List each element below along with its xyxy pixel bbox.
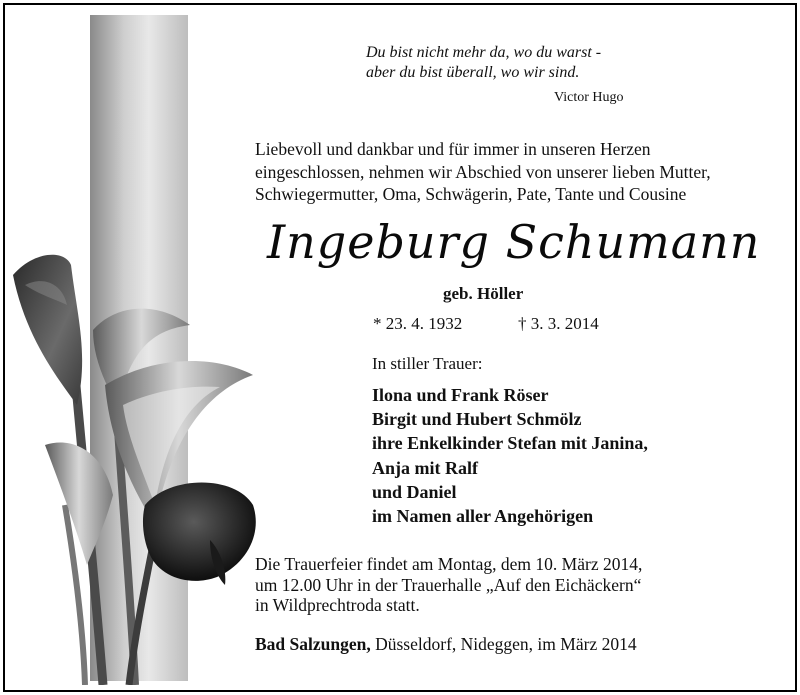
funeral-line: in Wildprechtroda statt. — [255, 595, 420, 615]
death-date: † 3. 3. 2014 — [518, 314, 599, 333]
quote-text — [366, 43, 601, 83]
mourner-line: Ilona und Frank Röser — [372, 385, 549, 405]
quote-author: Victor Hugo — [554, 90, 624, 105]
mourner-line: Birgit und Hubert Schmölz — [372, 409, 582, 430]
intro-line: eingeschlossen, nehmen wir Abschied von unserer lieben Mutter, — [255, 161, 711, 182]
birth-name: geb. Höller — [443, 284, 524, 303]
mourning-label: In stiller Trauer: — [372, 354, 483, 373]
funeral-info — [255, 554, 642, 616]
intro-text — [255, 138, 711, 206]
mourner-line: und Daniel — [372, 481, 457, 502]
closing-places — [255, 634, 637, 655]
funeral-line: Die Trauerfeier findet am Montag, dem 10. März 2014, — [255, 554, 643, 574]
calla-lily-icon — [5, 205, 275, 685]
mourners-list — [372, 383, 648, 528]
closing-place-main: Bad Salzungen, — [255, 634, 371, 654]
closing-place-rest: Düsseldorf, Nideggen, im März 2014 — [370, 634, 637, 654]
mourner-line: Anja mit Ralf — [372, 457, 478, 478]
quote-line: aber du bist überall, wo wir sind. — [366, 64, 580, 81]
mourner-line: ihre Enkelkinder Stefan mit Janina, — [372, 433, 648, 454]
deceased-name: Ingeburg Schumann — [267, 215, 761, 269]
intro-line: Liebevoll und dankbar und für immer in unseren Herzen — [255, 139, 651, 159]
obituary-frame — [3, 3, 797, 692]
mourner-line: im Namen aller Angehörigen — [372, 506, 594, 527]
birth-date: * 23. 4. 1932 — [373, 314, 463, 333]
quote-line: Du bist nicht mehr da, wo du warst - — [366, 44, 602, 61]
intro-line: Schwiegermutter, Oma, Schwägerin, Pate, Tante und Cousine — [255, 184, 687, 204]
funeral-line: um 12.00 Uhr in der Trauerhalle „Auf den Eichäckern“ — [255, 574, 642, 595]
